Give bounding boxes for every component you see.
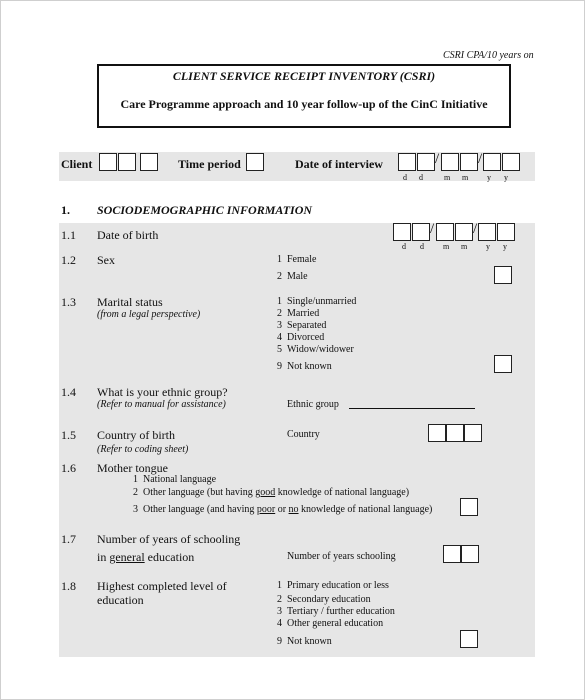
date-letter: m bbox=[462, 173, 469, 182]
years-schooling-box-2[interactable] bbox=[461, 545, 479, 563]
q17-label-line2: in general education bbox=[97, 550, 195, 564]
country-box-1[interactable] bbox=[428, 424, 446, 442]
education-level-answer-box[interactable] bbox=[460, 630, 478, 648]
option-code: 1 bbox=[133, 474, 138, 485]
date-letter: d bbox=[403, 173, 407, 182]
dob-month-box-2[interactable] bbox=[455, 223, 473, 241]
date-of-interview-label: Date of interview bbox=[295, 157, 383, 171]
years-schooling-field-label: Number of years schooling bbox=[287, 551, 396, 562]
marital-status-answer-box[interactable] bbox=[494, 355, 512, 373]
option-text: Male bbox=[287, 271, 308, 282]
client-box-1[interactable] bbox=[99, 153, 117, 171]
interview-month-box-2[interactable] bbox=[460, 153, 478, 171]
interview-day-box-2[interactable] bbox=[417, 153, 435, 171]
q13-note: (from a legal perspective) bbox=[97, 309, 201, 320]
date-letter: y bbox=[504, 173, 508, 182]
interview-day-box-1[interactable] bbox=[398, 153, 416, 171]
date-letter: d bbox=[420, 242, 424, 251]
country-box-3[interactable] bbox=[464, 424, 482, 442]
sex-answer-box[interactable] bbox=[494, 266, 512, 284]
option-text: Not known bbox=[287, 636, 332, 647]
q18-label-line2: education bbox=[97, 593, 144, 607]
option-code: 1 bbox=[277, 580, 282, 591]
q15-note: (Refer to coding sheet) bbox=[97, 444, 189, 455]
q17-label: Number of years of schooling bbox=[97, 532, 241, 546]
option-code: 1 bbox=[277, 296, 282, 307]
interview-year-box-2[interactable] bbox=[502, 153, 520, 171]
interview-month-box-1[interactable] bbox=[441, 153, 459, 171]
q18-number: 1.8 bbox=[61, 579, 76, 593]
option-code: 4 bbox=[277, 618, 282, 629]
section-title: SOCIODEMOGRAPHIC INFORMATION bbox=[97, 203, 313, 217]
q17-number: 1.7 bbox=[61, 532, 76, 546]
date-letter: d bbox=[402, 242, 406, 251]
time-period-label: Time period bbox=[178, 157, 241, 171]
dob-year-box-2[interactable] bbox=[497, 223, 515, 241]
option-text: National language bbox=[143, 474, 217, 485]
option-text: Separated bbox=[287, 320, 327, 331]
date-letter: d bbox=[419, 173, 423, 182]
option-code: 1 bbox=[277, 254, 282, 265]
option-code: 5 bbox=[277, 344, 282, 355]
option-text: Secondary education bbox=[287, 594, 371, 605]
q14-note: (Refer to manual for assistance) bbox=[97, 399, 226, 410]
date-letter: y bbox=[503, 242, 507, 251]
option-code: 2 bbox=[133, 487, 138, 498]
date-letter: m bbox=[461, 242, 468, 251]
form-header bbox=[97, 64, 511, 128]
form-title: CLIENT SERVICE RECEIPT INVENTORY (CSRI) bbox=[172, 69, 436, 83]
ethnic-group-field-label: Ethnic group bbox=[287, 399, 339, 410]
option-text: Other language (and having poor or no knowledge of national language) bbox=[143, 504, 433, 515]
option-code: 3 bbox=[277, 320, 282, 331]
option-code: 4 bbox=[277, 332, 282, 343]
option-code: 3 bbox=[277, 606, 282, 617]
client-label: Client bbox=[61, 157, 93, 171]
option-text: Single/unmarried bbox=[287, 296, 357, 307]
date-separator: / bbox=[435, 151, 440, 167]
option-text: Other language (but having good knowledge of national language) bbox=[143, 487, 410, 498]
option-code: 2 bbox=[277, 271, 282, 282]
date-separator: / bbox=[473, 221, 478, 237]
option-text: Not known bbox=[287, 361, 332, 372]
form-reference: CSRI CPA/10 years on bbox=[443, 50, 534, 61]
q15-number: 1.5 bbox=[61, 428, 76, 442]
option-text: Female bbox=[287, 254, 317, 265]
q18-label: Highest completed level of bbox=[97, 579, 227, 593]
option-code: 9 bbox=[277, 361, 282, 372]
date-letter: m bbox=[443, 242, 450, 251]
q14-number: 1.4 bbox=[61, 385, 76, 399]
q11-number: 1.1 bbox=[61, 228, 76, 242]
date-letter: m bbox=[444, 173, 451, 182]
q16-number: 1.6 bbox=[61, 461, 76, 475]
q13-label: Marital status bbox=[97, 295, 163, 309]
dob-month-box-1[interactable] bbox=[436, 223, 454, 241]
q12-label: Sex bbox=[97, 253, 115, 267]
date-separator: / bbox=[430, 221, 435, 237]
option-code: 3 bbox=[133, 504, 138, 515]
option-text: Widow/widower bbox=[287, 344, 354, 355]
country-field-label: Country bbox=[287, 429, 320, 440]
option-text: Married bbox=[287, 308, 320, 319]
date-letter: y bbox=[486, 242, 490, 251]
q11-label: Date of birth bbox=[97, 228, 159, 242]
time-period-box[interactable] bbox=[246, 153, 264, 171]
dob-day-box-1[interactable] bbox=[393, 223, 411, 241]
q12-number: 1.2 bbox=[61, 253, 76, 267]
client-box-2[interactable] bbox=[118, 153, 136, 171]
option-code: 9 bbox=[277, 636, 282, 647]
option-code: 2 bbox=[277, 594, 282, 605]
dob-year-box-1[interactable] bbox=[478, 223, 496, 241]
q14-label: What is your ethnic group? bbox=[97, 385, 228, 399]
interview-year-box-1[interactable] bbox=[483, 153, 501, 171]
option-text: Primary education or less bbox=[287, 580, 389, 591]
ethnic-group-answer-line[interactable] bbox=[349, 408, 475, 409]
option-text: Other general education bbox=[287, 618, 384, 629]
date-separator: / bbox=[478, 151, 483, 167]
dob-day-box-2[interactable] bbox=[412, 223, 430, 241]
client-box-3[interactable] bbox=[140, 153, 158, 171]
option-code: 2 bbox=[277, 308, 282, 319]
q15-label: Country of birth bbox=[97, 428, 175, 442]
years-schooling-box-1[interactable] bbox=[443, 545, 461, 563]
mother-tongue-answer-box[interactable] bbox=[460, 498, 478, 516]
section-number: 1. bbox=[61, 203, 70, 217]
option-text: Divorced bbox=[287, 332, 325, 343]
q13-number: 1.3 bbox=[61, 295, 76, 309]
option-text: Tertiary / further education bbox=[287, 606, 395, 617]
q16-label: Mother tongue bbox=[97, 461, 168, 475]
country-box-2[interactable] bbox=[446, 424, 464, 442]
date-letter: y bbox=[487, 173, 491, 182]
form-subtitle: Care Programme approach and 10 year follow-up of the CinC Initiative bbox=[120, 97, 488, 111]
